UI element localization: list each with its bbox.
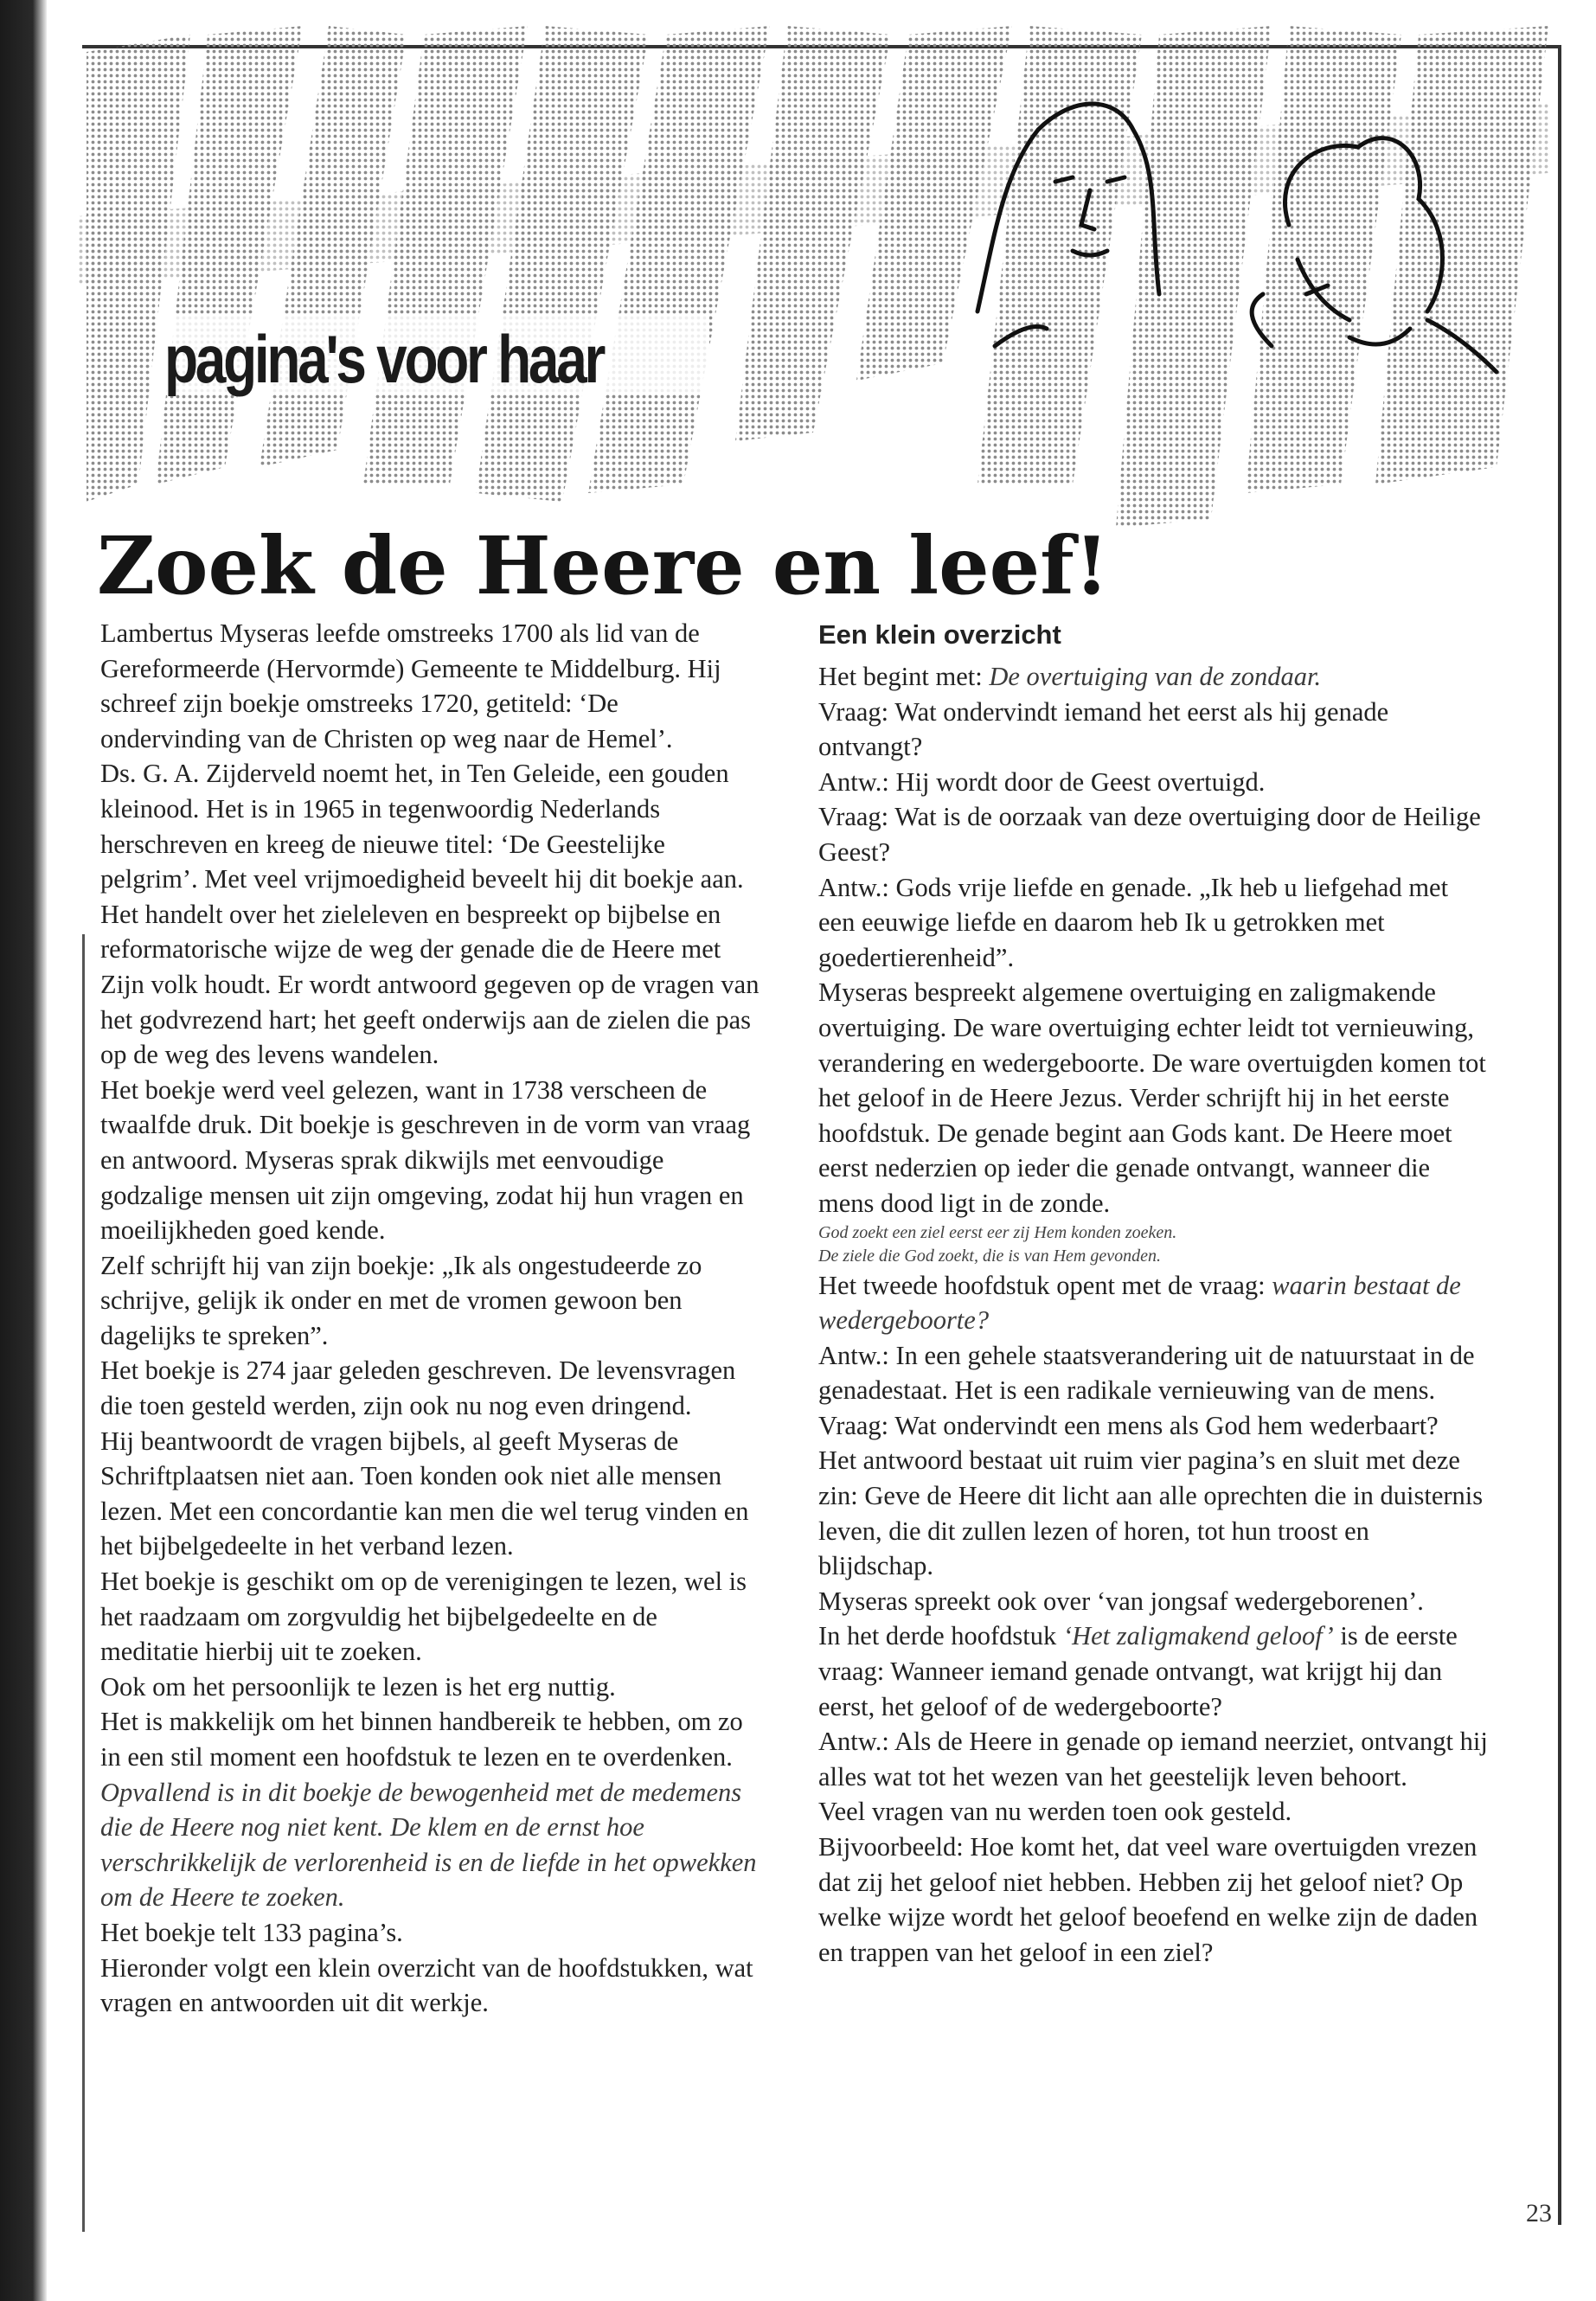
paragraph: Het boekje werd veel gelezen, want in 1738 verscheen de twaalfde druk. Dit boekje is geschreven in de vorm van vraag en antwoord. Myseras sprak dikwijls met eenvoudige godzalige mensen uit zijn omgeving, zodat hij hun vragen en moeilijkheden goed kende. <box>100 1074 751 1246</box>
scan-page-edge <box>0 0 47 2301</box>
paragraph: Antw.: Als de Heere in genade op iemand neerziet, ontvangt hij alles wat tot het wezen van het geestelijk leven behoort. <box>818 1727 1488 1791</box>
banner-illustration <box>78 0 1566 554</box>
verse-quote: De ziele die God zoekt, die is van Hem gevonden. <box>818 1246 1161 1266</box>
chapter-three-text: In het derde hoofdstuk <box>818 1621 1063 1651</box>
paragraph: Het boekje is geschikt om op de verenigingen te lezen, wel is het raadzaam om zorgvuldig het bijbelgedeelte en de meditatie hierbij uit te zoeken. <box>100 1567 747 1667</box>
paragraph: Het is makkelijk om het binnen handbereik te hebben, om zo in een stil moment een hoofdstuk te lezen en te overdenken. <box>100 1707 743 1772</box>
intro-italic: De overtuiging van de zondaar. <box>989 662 1322 691</box>
paragraph: Antw.: Hij wordt door de Geest overtuigd. <box>818 766 1266 797</box>
paragraph <box>818 1618 1489 1724</box>
subheading: Een klein overzicht <box>818 619 1061 650</box>
paragraph: Antw.: Gods vrije liefde en genade. „Ik heb u liefgehad met een eeuwige liefde en daarom heb Ik u getrokken met goedertierenheid”. <box>818 872 1449 972</box>
paragraph: Hieronder volgt een klein overzicht van de hoofdstukken, wat vragen en antwoorden uit dit werkje. <box>100 1952 753 2018</box>
article-right-column <box>818 616 1489 1970</box>
italic-paragraph: Opvallend is in dit boekje de bewogenheid met de medemens die de Heere nog niet kent. De klem en de ernst hoe verschrikkelijk de verlorenheid is en de liefde in het opwekken om de Heere te zoeken. <box>100 1777 757 1913</box>
paragraph: Antw.: In een gehele staatsverandering uit de natuurstaat in de genadestaat. Het is een radikale vernieuwing van de mens. <box>818 1340 1475 1406</box>
chapter-two-italic: waarin bestaat de wedergeboorte? <box>818 1270 1461 1336</box>
verse-quote: God zoekt een ziel eerst eer zij Hem konden zoeken. <box>818 1222 1177 1242</box>
frame-rule-left <box>82 934 85 2232</box>
chapter-three-suffix: is de eerste vraag: Wanneer iemand genade ontvangt, wat krijgt hij dan eerst, het geloof of de wedergeboorte? <box>818 1621 1458 1721</box>
paragraph: Het boekje telt 133 pagina’s. <box>100 1917 403 1947</box>
paragraph: Vraag: Wat is de oorzaak van deze overtuiging door de Heilige Geest? <box>818 802 1481 867</box>
paragraph: Veel vragen van nu werden toen ook gesteld. <box>818 1797 1292 1827</box>
paragraph: Ds. G. A. Zijderveld noemt het, in Ten Geleide, een gouden kleinood. Het is in 1965 in tegenwoordig Nederlands herschreven en kreeg de nieuwe titel: ‘De Geestelijke pelgrim’. Met veel vrijmoedigheid beveelt hij dit boekje aan. Het handelt over het zieleleven en bespreekt op bijbelse en reformatorische wijze de weg der genade die de Heere met Zijn volk houdt. Er wordt antwoord gegeven op de vragen van het godvrezend hart; het geeft onderwijs aan de zielen die pas op de weg des levens wandelen. <box>100 759 760 1070</box>
section-label: pagina's voor haar <box>164 321 604 397</box>
article-left-column <box>100 616 762 2021</box>
paragraph <box>818 659 1489 695</box>
halftone-brush-strokes <box>78 26 1548 528</box>
paragraph: Bijvoorbeeld: Hoe komt het, dat veel ware overtuigden vrezen dat zij het geloof niet hebben. Hebben zij het geloof niet? Op welke wijze wordt het geloof beoefend en welke zijn de daden en trappen van het geloof in een ziel? <box>818 1832 1478 1967</box>
paragraph: Myseras spreekt ook over ‘van jongsaf wedergeborenen’. <box>818 1586 1424 1616</box>
paragraph: Zelf schrijft hij van zijn boekje: „Ik als ongestudeerde zo schrijve, gelijk ik onder en met de vromen gewoon ben dagelijks te spreken”. <box>100 1250 702 1350</box>
header-banner <box>78 0 1566 554</box>
article-title: Zoek de Heere en leef! <box>97 519 1110 612</box>
paragraph <box>818 1268 1489 1338</box>
paragraph: Het boekje is 274 jaar geleden geschreven. De levensvragen die toen gesteld werden, zijn ook nu nog even dringend. <box>100 1356 736 1421</box>
paragraph: Lambertus Myseras leefde omstreeks 1700 als lid van de Gereformeerde (Hervormde) Gemeente te Middelburg. Hij schreef zijn boekje omstreeks 1720, getiteld: ‘De ondervinding van de Christen op weg naar de Hemel’. <box>100 619 721 753</box>
chapter-two-text: Het tweede hoofdstuk opent met de vraag: <box>818 1270 1272 1300</box>
paragraph: Het antwoord bestaat uit ruim vier pagina’s en sluit met deze zin: Geve de Heere dit licht aan alle oprechten die in duisternis leven, die dit zullen lezen of horen, tot hun troost en blijdschap. <box>818 1445 1484 1581</box>
page-number: 23 <box>1526 2199 1552 2227</box>
paragraph: Hij beantwoordt de vragen bijbels, al geeft Myseras de Schriftplaatsen niet aan. Toen konden ook niet alle mensen lezen. Met een concordantie kan men die wel terug vinden en het bijbelgedeelte in het verband lezen. <box>100 1426 749 1561</box>
paragraph: Vraag: Wat ondervindt een mens als God hem wederbaart? <box>818 1410 1439 1440</box>
paragraph: Ook om het persoonlijk te lezen is het erg nuttig. <box>100 1671 616 1702</box>
intro-text: Het begint met: <box>818 662 990 691</box>
paragraph: Vraag: Wat ondervindt iemand het eerst als hij genade ontvangt? <box>818 696 1389 762</box>
paragraph: Myseras bespreekt algemene overtuiging en zaligmakende overtuiging. De ware overtuiging echter leidt tot vernieuwing, verandering en wedergeboorte. De ware overtuigden komen tot het geloof in de Heere Jezus. Verder schrijft hij in het eerste hoofdstuk. De genade begint aan Gods kant. De Heere moet eerst nederzien op ieder die genade ontvangt, wanneer die mens dood ligt in de zonde. <box>818 977 1486 1218</box>
chapter-three-italic: ‘Het zaligmakend geloof’ <box>1062 1621 1334 1651</box>
